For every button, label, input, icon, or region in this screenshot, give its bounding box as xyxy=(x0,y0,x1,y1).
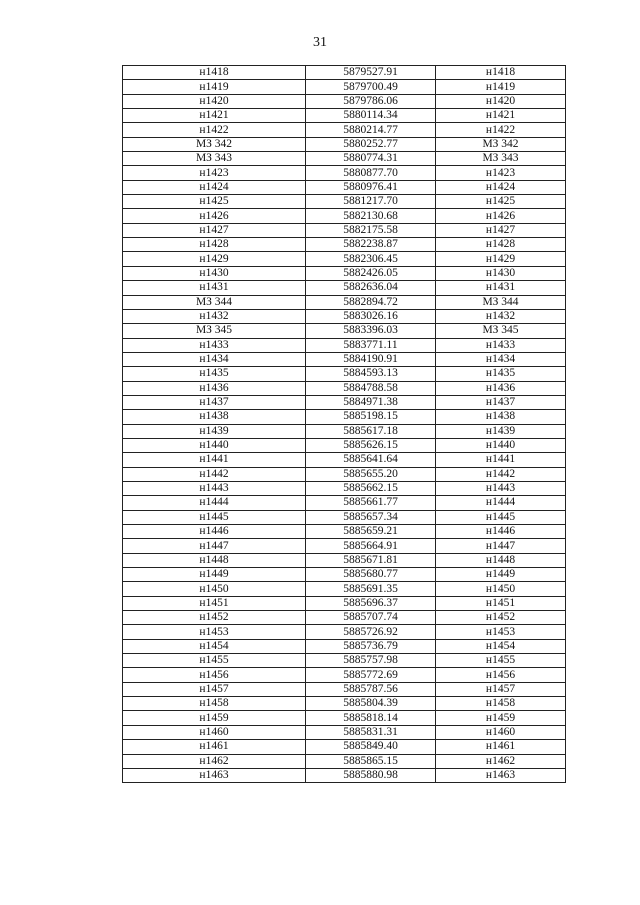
point-id-cell: н1461 xyxy=(123,740,306,754)
point-id-cell: н1458 xyxy=(123,697,306,711)
point-id-repeat-cell: н1448 xyxy=(436,553,566,567)
point-id-repeat-cell: н1435 xyxy=(436,367,566,381)
point-id-cell: н1430 xyxy=(123,266,306,280)
table-row xyxy=(123,481,566,495)
point-id-repeat-cell: н1430 xyxy=(436,266,566,280)
point-id-cell: н1453 xyxy=(123,625,306,639)
table-row xyxy=(123,266,566,280)
table-row xyxy=(123,725,566,739)
point-id-repeat-cell: н1460 xyxy=(436,725,566,739)
point-id-repeat-cell: н1418 xyxy=(436,66,566,80)
coordinate-cell: 5879527.91 xyxy=(306,66,436,80)
table-row xyxy=(123,223,566,237)
point-id-repeat-cell: н1451 xyxy=(436,596,566,610)
coordinate-cell: 5885831.31 xyxy=(306,725,436,739)
coordinate-cell: 5880976.41 xyxy=(306,180,436,194)
point-id-repeat-cell: н1457 xyxy=(436,682,566,696)
table-row xyxy=(123,711,566,725)
point-id-cell: н1446 xyxy=(123,525,306,539)
point-id-cell: н1421 xyxy=(123,109,306,123)
table-row xyxy=(123,123,566,137)
table-row xyxy=(123,309,566,323)
page-number: 31 xyxy=(313,35,327,50)
point-id-cell: н1418 xyxy=(123,66,306,80)
point-id-repeat-cell: н1434 xyxy=(436,352,566,366)
table-row xyxy=(123,438,566,452)
table-row xyxy=(123,611,566,625)
table-row xyxy=(123,252,566,266)
coordinate-cell: 5885617.18 xyxy=(306,424,436,438)
point-id-cell: н1463 xyxy=(123,768,306,782)
table-row xyxy=(123,152,566,166)
point-id-cell: н1436 xyxy=(123,381,306,395)
point-id-repeat-cell: н1456 xyxy=(436,668,566,682)
point-id-cell: н1426 xyxy=(123,209,306,223)
point-id-cell: н1441 xyxy=(123,453,306,467)
coordinate-cell: 5885787.56 xyxy=(306,682,436,696)
point-id-cell: н1419 xyxy=(123,80,306,94)
point-id-cell: н1432 xyxy=(123,309,306,323)
point-id-cell: н1433 xyxy=(123,338,306,352)
point-id-cell: н1459 xyxy=(123,711,306,725)
table-row xyxy=(123,625,566,639)
table-row xyxy=(123,582,566,596)
point-id-repeat-cell: н1432 xyxy=(436,309,566,323)
point-id-cell: н1455 xyxy=(123,654,306,668)
table-row xyxy=(123,424,566,438)
table-row xyxy=(123,697,566,711)
point-id-cell: н1425 xyxy=(123,195,306,209)
point-id-repeat-cell: н1424 xyxy=(436,180,566,194)
table-row xyxy=(123,180,566,194)
point-id-cell: н1451 xyxy=(123,596,306,610)
point-id-repeat-cell: н1439 xyxy=(436,424,566,438)
coordinate-cell: 5884190.91 xyxy=(306,352,436,366)
point-id-repeat-cell: н1419 xyxy=(436,80,566,94)
table-row xyxy=(123,166,566,180)
coordinate-cell: 5880774.31 xyxy=(306,152,436,166)
coordinate-cell: 5885661.77 xyxy=(306,496,436,510)
coordinate-cell: 5884971.38 xyxy=(306,395,436,409)
point-id-repeat-cell: н1445 xyxy=(436,510,566,524)
coordinate-cell: 5885880.98 xyxy=(306,768,436,782)
table-row xyxy=(123,195,566,209)
point-id-cell: н1460 xyxy=(123,725,306,739)
point-id-repeat-cell: н1446 xyxy=(436,525,566,539)
point-id-repeat-cell: н1426 xyxy=(436,209,566,223)
coordinate-cell: 5882894.72 xyxy=(306,295,436,309)
point-id-cell: н1445 xyxy=(123,510,306,524)
point-id-cell: н1447 xyxy=(123,539,306,553)
point-id-repeat-cell: н1458 xyxy=(436,697,566,711)
coordinate-cell: 5882636.04 xyxy=(306,281,436,295)
table-row xyxy=(123,740,566,754)
point-id-cell: н1456 xyxy=(123,668,306,682)
point-id-repeat-cell: н1423 xyxy=(436,166,566,180)
point-id-cell: н1457 xyxy=(123,682,306,696)
coordinate-cell: 5885772.69 xyxy=(306,668,436,682)
point-id-repeat-cell: н1462 xyxy=(436,754,566,768)
coordinate-cell: 5884788.58 xyxy=(306,381,436,395)
point-id-repeat-cell: н1421 xyxy=(436,109,566,123)
table-row xyxy=(123,754,566,768)
coordinate-cell: 5885696.37 xyxy=(306,596,436,610)
point-id-repeat-cell: н1453 xyxy=(436,625,566,639)
coordinate-cell: 5883026.16 xyxy=(306,309,436,323)
table-row xyxy=(123,553,566,567)
coordinate-cell: 5879700.49 xyxy=(306,80,436,94)
coordinate-cell: 5885671.81 xyxy=(306,553,436,567)
coordinate-cell: 5885707.74 xyxy=(306,611,436,625)
point-id-cell: н1462 xyxy=(123,754,306,768)
point-id-repeat-cell: н1461 xyxy=(436,740,566,754)
point-id-repeat-cell: н1436 xyxy=(436,381,566,395)
point-id-repeat-cell: н1455 xyxy=(436,654,566,668)
point-id-repeat-cell: н1442 xyxy=(436,467,566,481)
point-id-cell: н1450 xyxy=(123,582,306,596)
table-row xyxy=(123,367,566,381)
point-id-repeat-cell: н1429 xyxy=(436,252,566,266)
coordinate-cell: 5883396.03 xyxy=(306,324,436,338)
table-row xyxy=(123,668,566,682)
point-id-cell: МЗ 345 xyxy=(123,324,306,338)
point-id-cell: н1427 xyxy=(123,223,306,237)
coordinate-cell: 5885691.35 xyxy=(306,582,436,596)
point-id-cell: н1428 xyxy=(123,238,306,252)
point-id-repeat-cell: н1449 xyxy=(436,568,566,582)
table-row xyxy=(123,381,566,395)
coordinate-cell: 5880877.70 xyxy=(306,166,436,180)
table-row xyxy=(123,525,566,539)
point-id-cell: МЗ 344 xyxy=(123,295,306,309)
table-row xyxy=(123,639,566,653)
point-id-repeat-cell: н1438 xyxy=(436,410,566,424)
point-id-repeat-cell: МЗ 342 xyxy=(436,137,566,151)
table-row xyxy=(123,395,566,409)
point-id-repeat-cell: н1450 xyxy=(436,582,566,596)
table-row xyxy=(123,467,566,481)
point-id-repeat-cell: н1452 xyxy=(436,611,566,625)
point-id-repeat-cell: н1440 xyxy=(436,438,566,452)
coordinate-cell: 5885655.20 xyxy=(306,467,436,481)
point-id-repeat-cell: н1425 xyxy=(436,195,566,209)
coordinate-cell: 5885849.40 xyxy=(306,740,436,754)
point-id-repeat-cell: н1454 xyxy=(436,639,566,653)
table-row xyxy=(123,281,566,295)
point-id-repeat-cell: н1433 xyxy=(436,338,566,352)
point-id-repeat-cell: н1444 xyxy=(436,496,566,510)
table-row xyxy=(123,209,566,223)
point-id-repeat-cell: н1437 xyxy=(436,395,566,409)
coordinate-cell: 5885726.92 xyxy=(306,625,436,639)
table-row xyxy=(123,510,566,524)
coordinate-cell: 5883771.11 xyxy=(306,338,436,352)
coordinate-cell: 5885664.91 xyxy=(306,539,436,553)
point-id-cell: н1437 xyxy=(123,395,306,409)
coordinate-cell: 5885818.14 xyxy=(306,711,436,725)
coordinate-cell: 5885757.98 xyxy=(306,654,436,668)
point-id-repeat-cell: н1420 xyxy=(436,94,566,108)
coordinate-cell: 5885736.79 xyxy=(306,639,436,653)
table-row xyxy=(123,352,566,366)
point-id-cell: н1429 xyxy=(123,252,306,266)
coordinate-cell: 5881217.70 xyxy=(306,195,436,209)
point-id-cell: н1435 xyxy=(123,367,306,381)
point-id-repeat-cell: н1447 xyxy=(436,539,566,553)
coordinates-table xyxy=(122,65,566,783)
point-id-cell: н1422 xyxy=(123,123,306,137)
table-row xyxy=(123,682,566,696)
table-row xyxy=(123,109,566,123)
coordinate-cell: 5884593.13 xyxy=(306,367,436,381)
table-row xyxy=(123,539,566,553)
point-id-repeat-cell: МЗ 343 xyxy=(436,152,566,166)
table-row xyxy=(123,768,566,782)
coordinate-cell: 5882238.87 xyxy=(306,238,436,252)
coordinate-cell: 5882426.05 xyxy=(306,266,436,280)
point-id-repeat-cell: МЗ 345 xyxy=(436,324,566,338)
table-row xyxy=(123,654,566,668)
table-row xyxy=(123,496,566,510)
table-row xyxy=(123,295,566,309)
point-id-cell: н1440 xyxy=(123,438,306,452)
point-id-cell: н1423 xyxy=(123,166,306,180)
table-row xyxy=(123,568,566,582)
point-id-cell: н1449 xyxy=(123,568,306,582)
point-id-cell: н1439 xyxy=(123,424,306,438)
point-id-cell: н1454 xyxy=(123,639,306,653)
point-id-cell: н1438 xyxy=(123,410,306,424)
table-row xyxy=(123,137,566,151)
coordinate-cell: 5885659.21 xyxy=(306,525,436,539)
point-id-cell: н1452 xyxy=(123,611,306,625)
point-id-cell: н1434 xyxy=(123,352,306,366)
point-id-cell: н1448 xyxy=(123,553,306,567)
point-id-cell: н1420 xyxy=(123,94,306,108)
table-row xyxy=(123,238,566,252)
table-row xyxy=(123,338,566,352)
coordinate-cell: 5882306.45 xyxy=(306,252,436,266)
point-id-repeat-cell: н1443 xyxy=(436,481,566,495)
coordinate-cell: 5885680.77 xyxy=(306,568,436,582)
point-id-cell: МЗ 342 xyxy=(123,137,306,151)
point-id-cell: н1444 xyxy=(123,496,306,510)
point-id-repeat-cell: н1427 xyxy=(436,223,566,237)
point-id-repeat-cell: н1459 xyxy=(436,711,566,725)
point-id-repeat-cell: н1463 xyxy=(436,768,566,782)
point-id-cell: МЗ 343 xyxy=(123,152,306,166)
coordinate-cell: 5885804.39 xyxy=(306,697,436,711)
coordinate-cell: 5880214.77 xyxy=(306,123,436,137)
coordinate-cell: 5879786.06 xyxy=(306,94,436,108)
coordinate-cell: 5885198.15 xyxy=(306,410,436,424)
point-id-repeat-cell: н1428 xyxy=(436,238,566,252)
table-row xyxy=(123,324,566,338)
table-row xyxy=(123,94,566,108)
table-row xyxy=(123,80,566,94)
table-row xyxy=(123,596,566,610)
table-row xyxy=(123,453,566,467)
point-id-repeat-cell: н1422 xyxy=(436,123,566,137)
coordinates-table-body xyxy=(123,66,566,783)
point-id-cell: н1431 xyxy=(123,281,306,295)
coordinate-cell: 5880252.77 xyxy=(306,137,436,151)
coordinate-cell: 5885865.15 xyxy=(306,754,436,768)
coordinate-cell: 5885641.64 xyxy=(306,453,436,467)
coordinate-cell: 5882175.58 xyxy=(306,223,436,237)
point-id-cell: н1443 xyxy=(123,481,306,495)
coordinate-cell: 5880114.34 xyxy=(306,109,436,123)
coordinate-cell: 5882130.68 xyxy=(306,209,436,223)
coordinate-cell: 5885657.34 xyxy=(306,510,436,524)
table-row xyxy=(123,410,566,424)
table-row xyxy=(123,66,566,80)
point-id-repeat-cell: МЗ 344 xyxy=(436,295,566,309)
coordinate-cell: 5885662.15 xyxy=(306,481,436,495)
point-id-repeat-cell: н1441 xyxy=(436,453,566,467)
point-id-repeat-cell: н1431 xyxy=(436,281,566,295)
point-id-cell: н1424 xyxy=(123,180,306,194)
point-id-cell: н1442 xyxy=(123,467,306,481)
coordinate-cell: 5885626.15 xyxy=(306,438,436,452)
